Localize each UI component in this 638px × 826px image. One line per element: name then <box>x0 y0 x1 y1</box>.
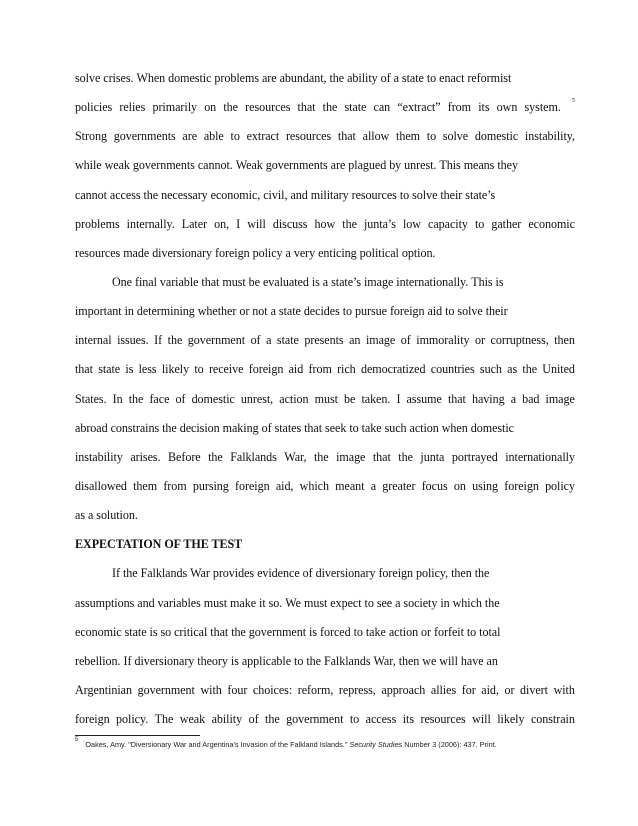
text-line: instability arises. Before the Falklands War, the image that the junta portrayed internationally <box>75 449 575 464</box>
section-heading: EXPECTATION OF THE TEST <box>75 537 243 552</box>
text-line: Strong governments are able to extract resources that allow them to solve domestic instability, <box>75 129 575 144</box>
text-line: while weak governments cannot. Weak governments are plagued by unrest. This means they <box>75 158 518 173</box>
text-line: that state is less likely to receive foreign aid from rich democratized countries such as the United <box>75 362 575 377</box>
text-line: cannot access the necessary economic, civil, and military resources to solve their state’s <box>75 187 496 202</box>
text-line: rebellion. If diversionary theory is applicable to the Falklands War, then we will have an <box>75 653 498 668</box>
text-line: resources made diversionary foreign policy a very enticing political option. <box>75 245 436 260</box>
text-line: as a solution. <box>75 508 138 523</box>
text-line: economic state is so critical that the government is forced to take action or forfeit to total <box>75 624 501 639</box>
footnote-number: 5 <box>75 737 79 743</box>
text-line: important in determining whether or not a state decides to pursue foreign aid to solve their <box>75 304 508 319</box>
text-line: assumptions and variables must make it so. We must expect to see a society in which the <box>75 595 500 610</box>
body-text <box>75 64 575 734</box>
text-line: problems internally. Later on, I will discuss how the junta’s low capacity to gather economic <box>75 216 575 231</box>
footnote-details: Number 3 (2006): 437. Print. <box>402 740 497 749</box>
text-line: abroad constrains the decision making of states that seek to take such action when domestic <box>75 420 514 435</box>
text-line: States. In the face of domestic unrest, action must be taken. I assume that having a bad image <box>75 391 575 406</box>
footnote-divider <box>75 735 200 736</box>
text-line: internal issues. If the government of a state presents an image of immorality or corruptness, then <box>75 333 575 348</box>
footnote-journal: Security Studies <box>349 740 403 749</box>
text-line: Argentinian government with four choices: reform, repress, approach allies for aid, or divert with <box>75 682 575 697</box>
footnote <box>75 737 497 749</box>
footnote-reference: 5 <box>571 98 575 105</box>
footnote-citation: Oakes, Amy. "Diversionary War and Argentina's Invasion of the Falkland Islands." <box>85 740 350 749</box>
text-line: foreign policy. The weak ability of the government to access its resources will likely constrain <box>75 712 575 727</box>
text-line: If the Falklands War provides evidence of diversionary foreign policy, then the <box>112 566 490 581</box>
text-line: solve crises. When domestic problems are abundant, the ability of a state to enact reformist <box>75 71 512 85</box>
text-line: policies relies primarily on the resources that the state can “extract” from its own system. $^5$ <box>75 93 575 122</box>
text-line: One final variable that must be evaluated is a state’s image internationally. This is <box>112 274 504 289</box>
text-line: disallowed them from pursing foreign aid, which meant a greater focus on using foreign policy <box>75 478 575 493</box>
